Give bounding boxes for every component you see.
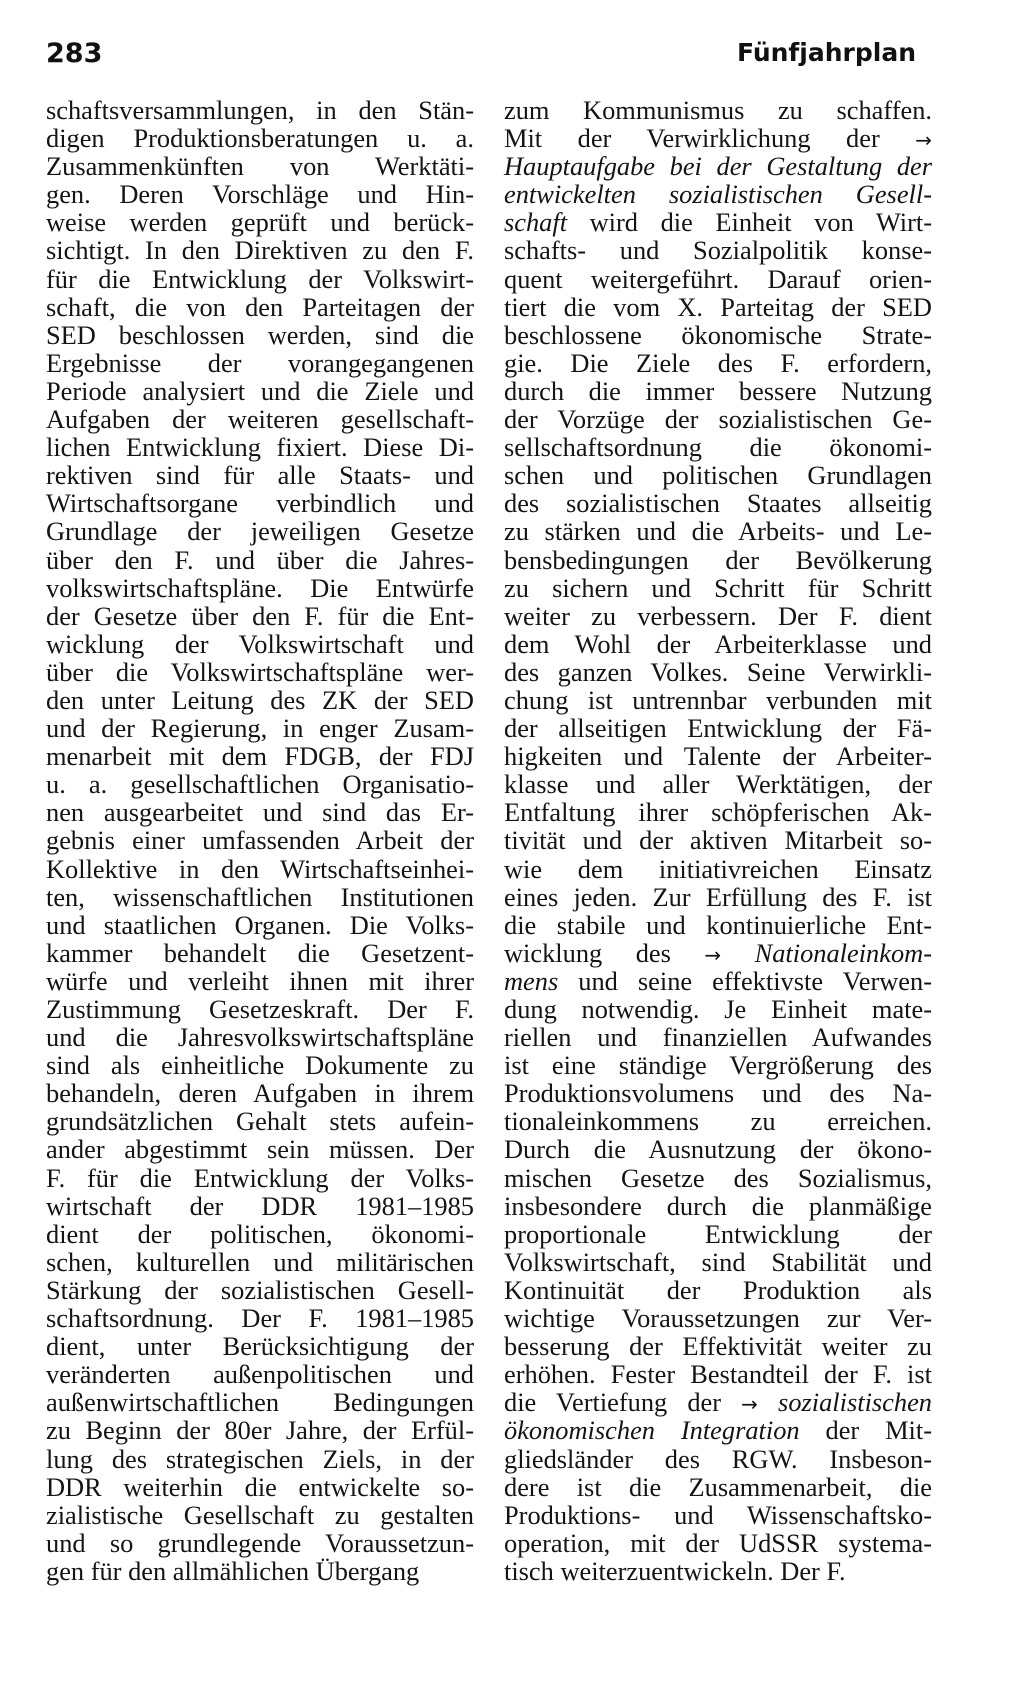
text-line: [46, 1220, 474, 1248]
text-segment: die stabile und kontinuierliche Ent-: [504, 909, 932, 940]
text-line: [46, 967, 474, 995]
text-segment: quent weitergeführt. Darauf orien-: [504, 263, 932, 294]
text-line: [504, 742, 932, 770]
text-segment: gen. Deren Vorschläge und Hin-: [46, 179, 474, 210]
text-segment: veränderten außenpolitischen und: [46, 1359, 474, 1390]
text-segment: Volkswirtschaft, sind Stabilität und: [504, 1246, 932, 1277]
text-line: [46, 1276, 474, 1304]
text-line: [46, 855, 474, 883]
text-segment: wie dem initiativreichen Einsatz: [504, 853, 932, 884]
text-line: [46, 1501, 474, 1529]
text-line: [504, 1473, 932, 1501]
text-segment: weise werden geprüft und berück-: [46, 207, 474, 238]
text-segment: gebnis einer umfassenden Arbeit der: [46, 825, 474, 856]
text-line: [504, 180, 932, 208]
text-line: [504, 1079, 932, 1107]
text-segment: besserung der Effektivität weiter zu: [504, 1331, 932, 1362]
text-line: [46, 1445, 474, 1473]
text-line: [46, 1023, 474, 1051]
text-segment: zu sichern und Schritt für Schritt: [504, 572, 932, 603]
text-line: [504, 1276, 932, 1304]
text-segment: über die Volkswirtschaftspläne wer-: [46, 656, 474, 687]
text-segment: SED beschlossen werden, sind die: [46, 319, 474, 350]
text-segment: durch die immer bessere Nutzung: [504, 375, 932, 406]
text-line: [46, 995, 474, 1023]
text-segment: dient, unter Berücksichtigung der: [46, 1331, 474, 1362]
text-line: [504, 208, 932, 236]
text-line: [46, 1416, 474, 1444]
text-line: [46, 1529, 474, 1557]
text-segment: wird die Einheit von Wirt-: [567, 207, 932, 238]
text-segment: Ergebnisse der vorangegangenen: [46, 347, 474, 378]
text-line: [46, 1192, 474, 1220]
text-segment: tiert die vom X. Parteitag der SED: [504, 291, 932, 322]
text-segment: sichtigt. In den Direktiven zu den F.: [46, 235, 474, 266]
text-line: [504, 405, 932, 433]
text-line: [504, 883, 932, 911]
text-line: [46, 911, 474, 939]
text-line: [46, 517, 474, 545]
text-line: [504, 321, 932, 349]
text-line: [504, 461, 932, 489]
text-line: [504, 939, 932, 967]
text-segment: wirtschaft der DDR 1981–1985: [46, 1190, 474, 1221]
text-line: [46, 124, 474, 152]
text-line: [504, 1135, 932, 1163]
text-segment: gie. Die Ziele des F. erfordern,: [504, 347, 932, 378]
text-line: [46, 152, 474, 180]
text-line: [504, 265, 932, 293]
italic-term: sozialistischen: [778, 1387, 932, 1418]
text-line: [504, 293, 932, 321]
text-segment: weiter zu verbessern. Der F. dient: [504, 600, 932, 631]
text-segment: schafts- und Sozialpolitik konse-: [504, 235, 932, 266]
text-line: [46, 1079, 474, 1107]
text-segment: Periode analysiert und die Ziele und: [46, 375, 474, 406]
text-line: [504, 826, 932, 854]
text-line: [46, 1473, 474, 1501]
text-line: [46, 602, 474, 630]
text-line: [504, 686, 932, 714]
text-segment: Entfaltung ihrer schöpferischen Ak-: [504, 797, 932, 828]
text-segment: schaftsversammlungen, in den Stän-: [46, 95, 474, 125]
text-line: [504, 1557, 932, 1585]
text-segment: und staatlichen Organen. Die Volks-: [46, 909, 474, 940]
text-segment: ten, wissenschaftlichen Institutionen: [46, 881, 474, 912]
text-line: [46, 798, 474, 826]
text-segment: ist eine ständige Vergrößerung des: [504, 1050, 932, 1081]
text-line: [46, 939, 474, 967]
text-segment: tisch weiterzuentwickeln. Der F.: [504, 1555, 846, 1586]
text-line: [504, 574, 932, 602]
text-segment: insbesondere durch die planmäßige: [504, 1190, 932, 1221]
text-segment: schen und politischen Grundlagen: [504, 460, 932, 491]
text-segment: den unter Leitung des ZK der SED: [46, 684, 474, 715]
text-line: [46, 236, 474, 264]
text-segment: dere ist die Zusammenarbeit, die: [504, 1471, 932, 1502]
text-segment: des ganzen Volkes. Seine Verwirkli-: [504, 656, 932, 687]
text-segment: u. a. gesellschaftlichen Organisatio-: [46, 769, 474, 800]
text-segment: außenwirtschaftlichen Bedingungen: [46, 1387, 474, 1418]
text-line: [46, 630, 474, 658]
text-segment: schen, kulturellen und militärischen: [46, 1246, 474, 1277]
right-text-column: [504, 96, 932, 1585]
text-segment: schaft, die von den Parteitagen der: [46, 291, 474, 322]
text-line: [46, 321, 474, 349]
text-line: [504, 1051, 932, 1079]
text-segment: Zusammenkünften von Werktäti-: [46, 151, 474, 182]
text-segment: und der Regierung, in enger Zusam-: [46, 713, 474, 744]
text-segment: dient der politischen, ökonomi-: [46, 1218, 474, 1249]
text-segment: beschlossene ökonomische Strate-: [504, 319, 932, 350]
text-line: [46, 293, 474, 321]
text-line: [46, 1304, 474, 1332]
text-segment: F. für die Entwicklung der Volks-: [46, 1162, 474, 1193]
text-segment: riellen und finanziellen Aufwandes: [504, 1022, 932, 1053]
text-line: [46, 377, 474, 405]
text-segment: dem Wohl der Arbeiterklasse und: [504, 628, 932, 659]
text-line: [504, 798, 932, 826]
page-number: 283: [46, 38, 103, 69]
text-line: [504, 602, 932, 630]
text-line: [46, 658, 474, 686]
text-segment: gliedsländer des RGW. Insbeson-: [504, 1443, 932, 1474]
text-line: [504, 1304, 932, 1332]
text-line: [504, 377, 932, 405]
text-segment: des sozialistischen Staates allseitig: [504, 488, 932, 519]
text-line: [46, 180, 474, 208]
text-line: [46, 208, 474, 236]
text-line: [504, 658, 932, 686]
text-line: [504, 1248, 932, 1276]
text-segment: chung ist untrennbar verbunden mit: [504, 684, 932, 715]
text-segment: schaftsordnung. Der F. 1981–1985: [46, 1303, 474, 1334]
text-segment: und die Jahresvolkswirtschaftspläne: [46, 1022, 474, 1053]
text-segment: Produktionsvolumens und des Na-: [504, 1078, 932, 1109]
cross-reference-arrow: →: [915, 128, 932, 153]
text-segment: Durch die Ausnutzung der ökono-: [504, 1134, 932, 1165]
text-segment: lichen Entwicklung fixiert. Diese Di-: [46, 432, 474, 463]
running-head: Fünfjahrplan: [736, 38, 916, 67]
text-segment: operation, mit der UdSSR systema-: [504, 1527, 932, 1558]
text-line: [46, 1360, 474, 1388]
text-segment: lung des strategischen Ziels, in der: [46, 1443, 474, 1474]
text-line: [504, 1220, 932, 1248]
text-segment: erhöhen. Fester Bestandteil der F. ist: [504, 1359, 932, 1390]
text-segment: zialistische Gesellschaft zu gestalten: [46, 1499, 474, 1530]
text-line: [504, 855, 932, 883]
text-segment: wichtige Voraussetzungen zur Ver-: [504, 1303, 932, 1334]
text-segment: für die Entwicklung der Volkswirt-: [46, 263, 474, 294]
text-line: [504, 1192, 932, 1220]
text-line: [46, 826, 474, 854]
text-segment: behandeln, deren Aufgaben in ihrem: [46, 1078, 474, 1109]
text-line: [504, 349, 932, 377]
text-line: [504, 770, 932, 798]
text-line: [46, 349, 474, 377]
text-line: [46, 574, 474, 602]
text-line: [46, 686, 474, 714]
text-segment: Grundlage der jeweiligen Gesetze: [46, 516, 474, 547]
text-line: [46, 1248, 474, 1276]
cross-reference-arrow: →: [704, 942, 722, 967]
text-line: [46, 433, 474, 461]
text-segment: würfe und verleiht ihnen mit ihrer: [46, 965, 474, 996]
text-segment: nen ausgearbeitet und sind das Er-: [46, 797, 474, 828]
text-line: [46, 714, 474, 742]
text-line: [46, 546, 474, 574]
text-line: [504, 1164, 932, 1192]
italic-term: mens: [504, 965, 559, 996]
text-line: [46, 883, 474, 911]
text-line: [46, 1051, 474, 1079]
text-line: [504, 152, 932, 180]
text-line: [504, 1501, 932, 1529]
text-line: [504, 911, 932, 939]
text-segment: [758, 1387, 778, 1417]
text-segment: sellschaftsordnung die ökonomi-: [504, 432, 932, 463]
text-segment: kammer behandelt die Gesetzent-: [46, 937, 474, 968]
text-segment: Kollektive in den Wirtschaftseinhei-: [46, 853, 474, 884]
text-segment: DDR weiterhin die entwickelte so-: [46, 1471, 474, 1502]
text-line: [504, 489, 932, 517]
text-line: [46, 1332, 474, 1360]
text-segment: Aufgaben der weiteren gesellschaft-: [46, 404, 474, 435]
text-line: [46, 1388, 474, 1416]
text-line: [46, 405, 474, 433]
text-segment: sind als einheitliche Dokumente zu: [46, 1050, 474, 1081]
text-line: [46, 96, 474, 124]
text-segment: Wirtschaftsorgane verbindlich und: [46, 488, 474, 519]
text-line: [504, 714, 932, 742]
text-segment: Kontinuität der Produktion als: [504, 1274, 932, 1305]
text-segment: wicklung des: [504, 937, 705, 968]
text-line: [504, 1107, 932, 1135]
left-text-column: [46, 96, 474, 1585]
italic-term: schaft: [504, 207, 568, 238]
text-segment: higkeiten und Talente der Arbeiter-: [504, 741, 932, 772]
text-segment: gen für den allmählichen Übergang: [46, 1555, 420, 1586]
text-line: [504, 236, 932, 264]
text-line: [504, 546, 932, 574]
text-segment: Zustimmung Gesetzeskraft. Der F.: [46, 994, 474, 1024]
text-segment: grundsätzlichen Gehalt stets aufein-: [46, 1106, 474, 1137]
italic-term: entwickelten sozialistischen Gesell-: [504, 179, 932, 210]
text-line: [46, 1164, 474, 1192]
text-segment: [721, 938, 754, 968]
text-segment: tionaleinkommens zu erreichen.: [504, 1106, 932, 1137]
text-segment: bensbedingungen der Bevölkerung: [504, 544, 932, 575]
cross-reference-arrow: →: [741, 1392, 758, 1417]
text-segment: zu Beginn der 80er Jahre, der Erfül-: [46, 1415, 474, 1446]
text-segment: dung notwendig. Je Einheit mate-: [504, 994, 932, 1024]
text-line: [504, 995, 932, 1023]
text-line: [504, 967, 932, 995]
text-segment: der Mit-: [799, 1415, 932, 1446]
text-line: [504, 433, 932, 461]
text-segment: der Vorzüge der sozialistischen Ge-: [504, 404, 932, 435]
text-line: [504, 1529, 932, 1557]
text-line: [504, 1445, 932, 1473]
text-segment: wicklung der Volkswirtschaft und: [46, 628, 474, 659]
text-line: [504, 1416, 932, 1444]
text-segment: über den F. und über die Jahres-: [46, 544, 474, 575]
text-segment: Stärkung der sozialistischen Gesell-: [46, 1274, 474, 1305]
text-line: [46, 1135, 474, 1163]
text-segment: die Vertiefung der: [504, 1387, 742, 1418]
italic-term: Hauptaufgabe bei der Gestaltung der: [504, 151, 932, 182]
text-line: [504, 1388, 932, 1416]
text-segment: der allseitigen Entwicklung der Fä-: [504, 713, 932, 744]
text-segment: digen Produktionsberatungen u. a.: [46, 123, 474, 154]
page-header: [46, 38, 916, 78]
text-segment: menarbeit mit dem FDGB, der FDJ: [46, 741, 474, 772]
italic-term: Nationaleinkom-: [754, 937, 932, 968]
text-segment: klasse und aller Werktätigen, der: [504, 769, 932, 800]
text-line: [504, 630, 932, 658]
text-line: [46, 742, 474, 770]
text-segment: zu stärken und die Arbeits- und Le-: [504, 516, 932, 547]
text-line: [504, 124, 932, 152]
text-line: [504, 1023, 932, 1051]
italic-term: ökonomischen Integration: [504, 1415, 800, 1446]
text-line: [504, 1332, 932, 1360]
text-segment: der Gesetze über den F. für die Ent-: [46, 600, 474, 631]
text-line: [504, 1360, 932, 1388]
text-segment: ander abgestimmt sein müssen. Der: [46, 1134, 474, 1165]
text-segment: zum Kommunismus zu schaffen.: [504, 95, 932, 125]
text-line: [504, 96, 932, 124]
text-line: [46, 489, 474, 517]
text-segment: rektiven sind für alle Staats- und: [46, 460, 474, 491]
text-line: [46, 1107, 474, 1135]
text-line: [46, 461, 474, 489]
text-segment: proportionale Entwicklung der: [504, 1218, 932, 1249]
text-segment: tivität und der aktiven Mitarbeit so-: [504, 825, 932, 856]
text-segment: Produktions- und Wissenschaftsko-: [504, 1499, 932, 1530]
text-line: [46, 265, 474, 293]
text-segment: eines jeden. Zur Erfüllung des F. ist: [504, 881, 932, 912]
text-segment: Mit der Verwirklichung der: [504, 123, 916, 154]
text-segment: und so grundlegende Voraussetzun-: [46, 1527, 474, 1558]
text-line: [46, 770, 474, 798]
text-segment: mischen Gesetze des Sozialismus,: [504, 1162, 932, 1193]
text-segment: und seine effektivste Verwen-: [558, 965, 932, 996]
text-line: [46, 1557, 474, 1585]
text-line: [504, 517, 932, 545]
text-segment: volkswirtschaftspläne. Die Entwürfe: [46, 572, 474, 603]
